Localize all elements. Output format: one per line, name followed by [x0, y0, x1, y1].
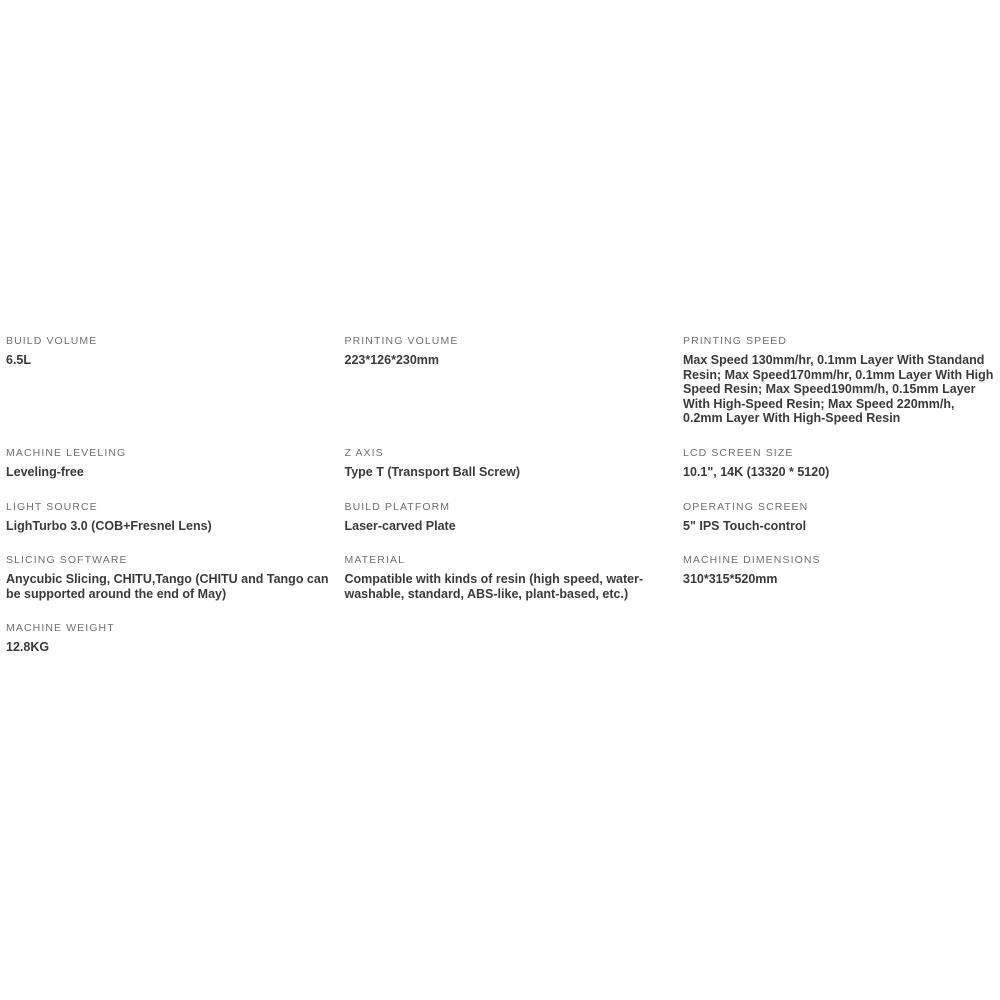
spec-machine-dimensions [683, 553, 1000, 601]
spec-row [6, 500, 1000, 534]
spec-material [345, 553, 684, 601]
spec-label: MACHINE LEVELING [6, 446, 127, 459]
spec-operating-screen [683, 500, 1000, 534]
spec-label: MATERIAL [344, 554, 406, 567]
spec-value: 6.5L [6, 353, 32, 367]
specifications-grid [6, 334, 1000, 675]
spec-value: 310*315*520mm [683, 572, 778, 587]
spec-light-source [6, 500, 345, 534]
spec-value: Type T (Transport Ball Screw) [344, 464, 521, 479]
spec-z-axis [345, 446, 684, 480]
spec-label: LCD SCREEN SIZE [683, 446, 794, 459]
spec-value: Laser-carved Plate [344, 518, 456, 533]
spec-label: PRINTING VOLUME [344, 335, 459, 347]
spec-label: OPERATING SCREEN [683, 500, 809, 513]
spec-value: 10.1", 14K (13320 * 5120) [683, 464, 830, 479]
spec-label: SLICING SOFTWARE [6, 554, 128, 567]
spec-label: LIGHT SOURCE [6, 500, 98, 513]
spec-row [6, 621, 1000, 655]
spec-label: Z AXIS [344, 446, 384, 459]
spec-build-platform [345, 500, 684, 534]
spec-build-volume [6, 334, 345, 426]
spec-printing-volume [345, 334, 684, 426]
spec-machine-weight [6, 621, 345, 655]
spec-value: Leveling-free [6, 464, 84, 479]
spec-row [6, 553, 1000, 601]
spec-value: 5" IPS Touch-control [683, 518, 807, 533]
spec-value: Compatible with kinds of resin (high speed, water-washable, standard, ABS-like, plant-based, etc.) [344, 572, 644, 601]
spec-label: MACHINE DIMENSIONS [683, 554, 821, 567]
spec-slicing-software [6, 553, 345, 601]
spec-label: BUILD PLATFORM [344, 500, 451, 513]
spec-label: BUILD VOLUME [6, 335, 98, 347]
spec-value: Max Speed 130mm/hr, 0.1mm Layer With Standand Resin; Max Speed170mm/hr, 0.1mm Layer With High Speed Resin; Max Speed190mm/h, 0.15mm Layer With High-Speed Resin; Max Speed 220mm/h, 0.2mm Layer With High-Speed Resin [683, 353, 994, 426]
spec-lcd-screen-size [683, 446, 1000, 480]
spec-value: 223*126*230mm [344, 353, 440, 367]
spec-value: Anycubic Slicing, CHITU,Tango (CHITU and Tango can be supported around the end of May) [6, 572, 329, 601]
spec-machine-leveling [6, 446, 345, 480]
spec-row [6, 446, 1000, 480]
spec-printing-speed [683, 334, 1000, 426]
spec-value: LighTurbo 3.0 (COB+Fresnel Lens) [6, 518, 212, 533]
spec-value: 12.8KG [6, 640, 50, 655]
spec-label: PRINTING SPEED [683, 335, 788, 347]
spec-row [6, 334, 1000, 426]
spec-label: MACHINE WEIGHT [6, 622, 115, 635]
